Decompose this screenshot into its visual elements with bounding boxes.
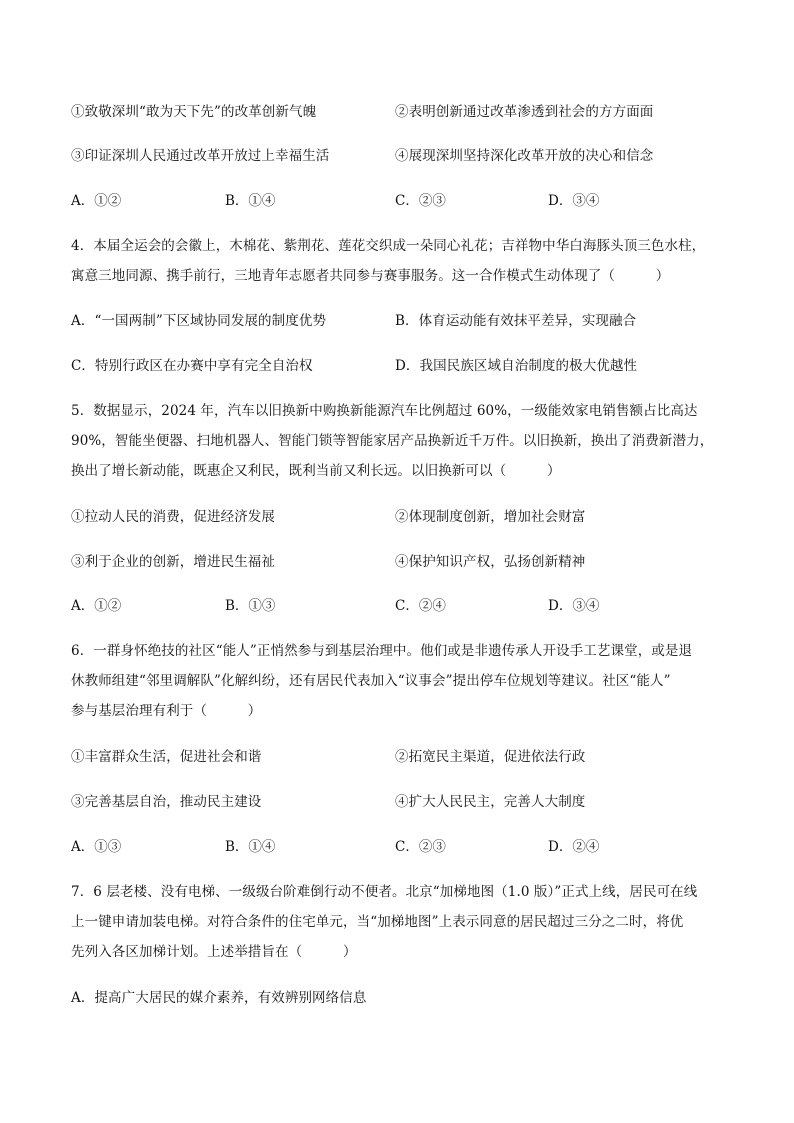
q5-option-3: ③利于企业的创新，增进民生福祉 [71, 554, 275, 570]
q5-stem-line-3: 换出了增长新动能，既惠企又利民，既利当前又利长远。以旧换新可以（ ） [71, 463, 561, 479]
q6-option-2: ②拓宽民主渠道，促进依法行政 [395, 749, 586, 765]
q3-choice-d: D．③④ [548, 193, 600, 209]
q5-stem-line-1: 5．数据显示，2024 年，汽车以旧换新中购换新能源汽车比例超过 60%，一级能效家电销售额占比高达 [71, 403, 698, 419]
q5-choice-d: D．③④ [548, 598, 600, 614]
q6-choice-c: C．②③ [395, 839, 446, 855]
q3-option-1: ①致敬深圳“敢为天下先”的改革创新气魄 [71, 104, 317, 120]
q4-stem-line-1: 4．本届全运会的会徽上，木棉花、紫荆花、莲花交织成一朵同心礼花；吉祥物中华白海豚头顶三色水柱， [71, 238, 706, 254]
q3-choice-c: C．②③ [395, 193, 446, 209]
q5-stem-line-2: 90%，智能坐便器、扫地机器人、智能门锁等智能家居产品换新近千万件。以旧换新，换出了消费新潜力， [71, 433, 714, 449]
q4-choice-b: B．体育运动能有效抹平差异，实现融合 [395, 313, 637, 329]
q5-option-1: ①拉动人民的消费，促进经济发展 [71, 509, 275, 525]
q7-stem-line-1: 7．6 层老楼、没有电梯、一级级台阶难倒行动不便者。北京“加梯地图（1.0 版）”正式上线，居民可在线 [71, 884, 698, 900]
q5-choice-c: C．②④ [395, 598, 446, 614]
q3-option-3: ③印证深圳人民通过改革开放过上幸福生活 [71, 148, 330, 164]
q5-choice-a: A．①② [71, 598, 122, 614]
q3-option-2: ②表明创新通过改革渗透到社会的方方面面 [395, 104, 654, 120]
q6-option-3: ③完善基层自治，推动民主建设 [71, 794, 262, 810]
q6-choice-a: A．①③ [71, 839, 122, 855]
q7-choice-a: A．提高广大居民的媒介素养，有效辨别网络信息 [71, 990, 367, 1006]
q7-stem-line-3: 先列入各区加梯计划。上述举措旨在（ ） [71, 944, 357, 960]
q5-option-2: ②体现制度创新，增加社会财富 [395, 509, 586, 525]
q3-option-4: ④展现深圳坚持深化改革开放的决心和信念 [395, 148, 654, 164]
q7-stem-line-2: 上一键申请加装电梯。对符合条件的住宅单元，当“加梯地图”上表示同意的居民超过三分之二时，将优 [71, 914, 684, 930]
q6-stem-line-1: 6．一群身怀绝技的社区“能人”正悄然参与到基层治理中。他们或是非遗传承人开设手工艺课堂，或是退 [71, 643, 693, 659]
q6-option-4: ④扩大人民民主，完善人大制度 [395, 794, 586, 810]
q6-choice-b: B．①④ [225, 839, 276, 855]
q6-stem-line-2: 休教师组建“邻里调解队”化解纠纷，还有居民代表加入“议事会”提出停车位规划等建议。社区“能人” [71, 673, 671, 689]
q3-choice-b: B．①④ [225, 193, 276, 209]
q6-stem-line-3: 参与基层治理有利于（ ） [71, 703, 262, 719]
q4-stem-line-2: 寓意三地同源、携手前行，三地青年志愿者共同参与赛事服务。这一合作模式生动体现了（ ） [71, 268, 670, 284]
q5-choice-b: B．①③ [225, 598, 276, 614]
q5-option-4: ④保护知识产权，弘扬创新精神 [395, 554, 586, 570]
q6-choice-d: D．②④ [548, 839, 600, 855]
q4-choice-c: C．特别行政区在办赛中享有完全自治权 [71, 358, 313, 374]
q4-choice-a: A．“一国两制”下区域协同发展的制度优势 [71, 313, 327, 329]
q4-choice-d: D．我国民族区域自治制度的极大优越性 [395, 358, 638, 374]
q6-option-1: ①丰富群众生活，促进社会和谐 [71, 749, 262, 765]
q3-choice-a: A．①② [71, 193, 122, 209]
